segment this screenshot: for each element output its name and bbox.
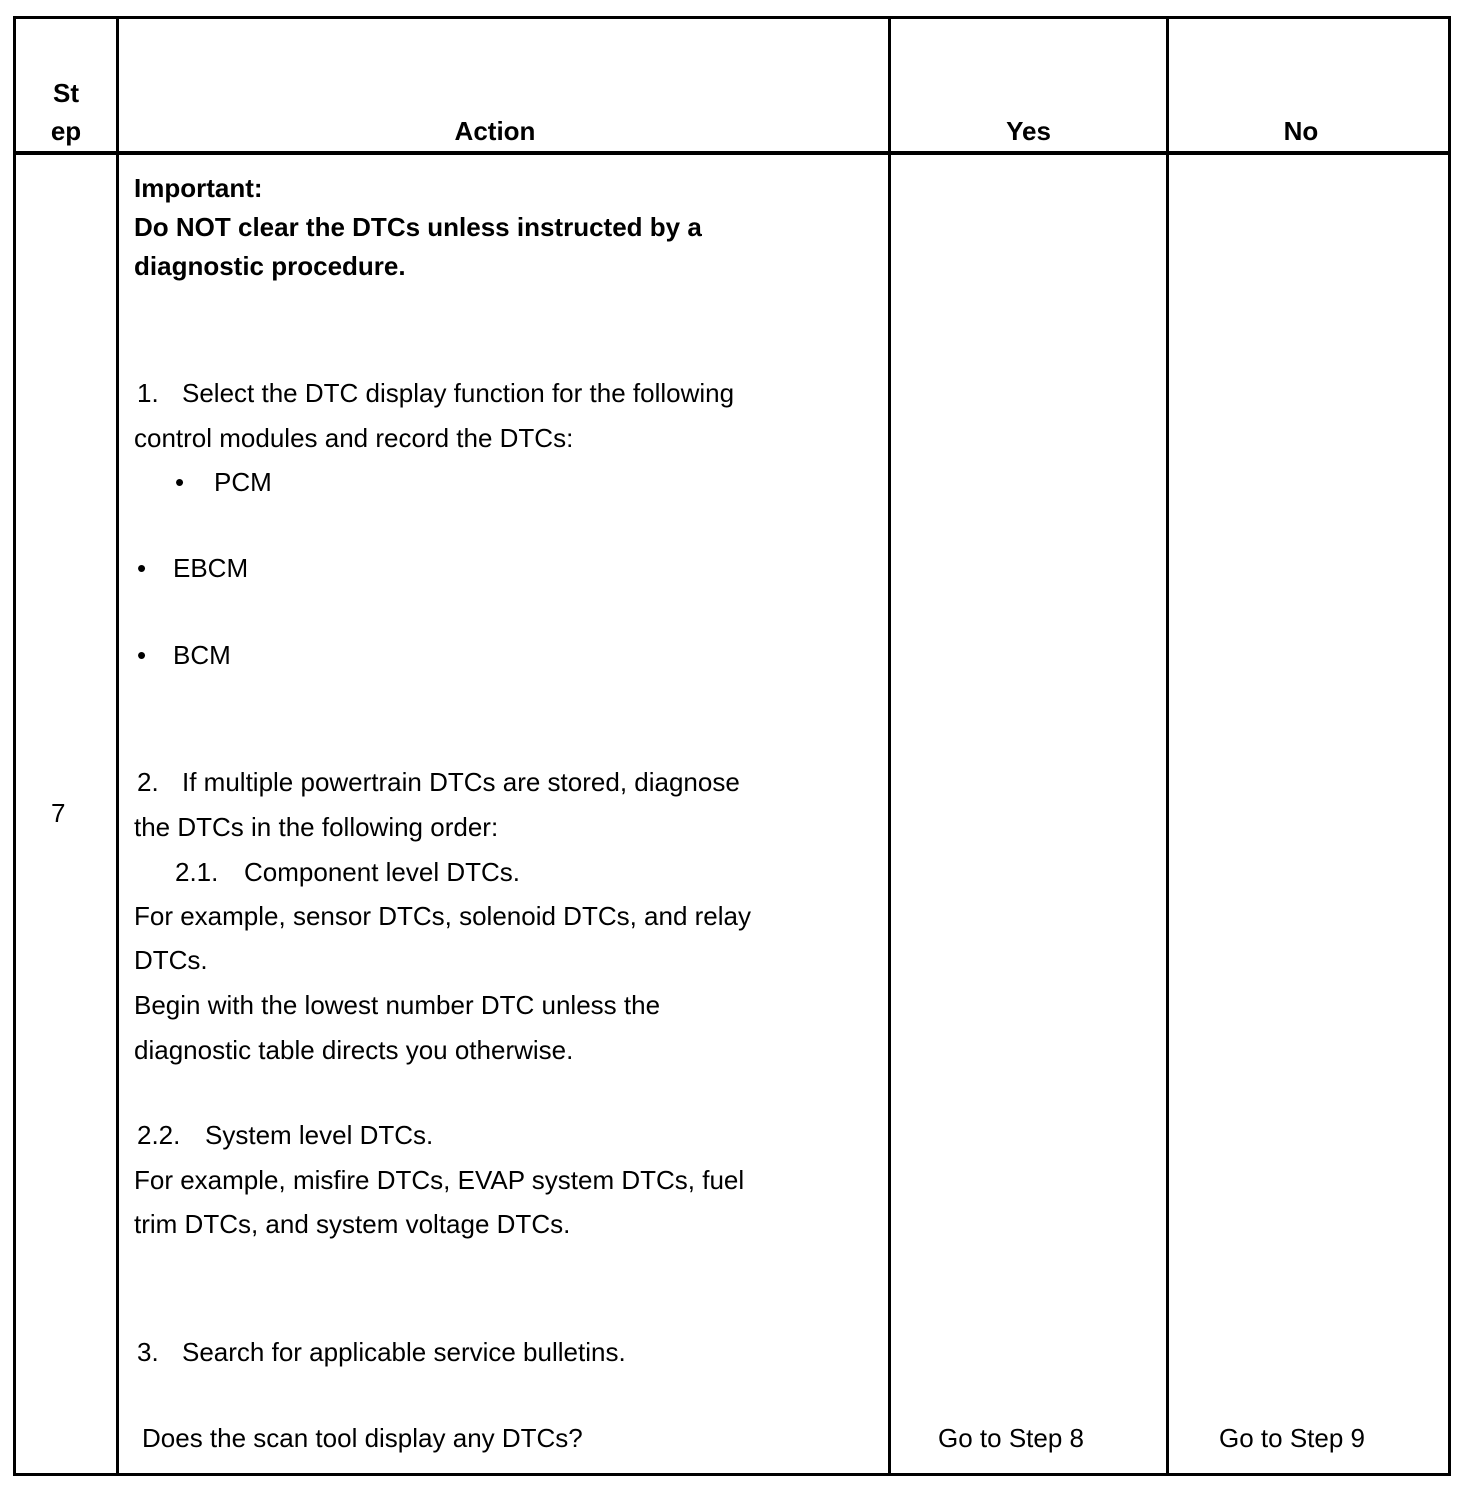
bullet-bcm-dot: •: [137, 640, 147, 670]
table-border-left: [13, 16, 16, 1476]
item-2-1-text-line1: For example, sensor DTCs, solenoid DTCs, and relay: [134, 901, 752, 931]
question-text: Does the scan tool display any DTCs?: [142, 1423, 583, 1453]
bullet-pcm-text: PCM: [214, 467, 272, 497]
item-2-text-line1: If multiple powertrain DTCs are stored, diagnose: [182, 767, 740, 797]
header-no: No: [1283, 116, 1319, 146]
yes-go-to-step: Go to Step 8: [938, 1423, 1084, 1453]
bullet-bcm-text: BCM: [173, 640, 231, 670]
header-divider: [14, 151, 1451, 155]
no-go-to-step: Go to Step 9: [1219, 1423, 1365, 1453]
column-divider-step: [116, 16, 119, 1476]
item-2-1-text-line3: Begin with the lowest number DTC unless the: [134, 990, 661, 1020]
item-3-text: Search for applicable service bulletins.: [182, 1337, 626, 1367]
item-1-number: 1.: [137, 378, 159, 408]
item-2-1-title: Component level DTCs.: [244, 857, 520, 887]
step-number: 7: [51, 798, 66, 828]
important-text-line1: Do NOT clear the DTCs unless instructed by a: [134, 212, 702, 242]
item-2-1-number: 2.1.: [175, 857, 219, 887]
header-yes: Yes: [1006, 116, 1051, 146]
item-2-1-text-line2: DTCs.: [134, 945, 208, 975]
important-label: Important:: [134, 173, 263, 203]
header-action: Action: [454, 116, 536, 146]
item-3-number: 3.: [137, 1337, 159, 1367]
important-text-line2: diagnostic procedure.: [134, 251, 406, 281]
bullet-pcm-dot: •: [175, 467, 185, 497]
item-1-text-line1: Select the DTC display function for the following: [182, 378, 735, 408]
bullet-ebcm-dot: •: [137, 553, 147, 583]
item-1-text-line2: control modules and record the DTCs:: [134, 423, 574, 453]
item-2-2-text-line2: trim DTCs, and system voltage DTCs.: [134, 1209, 571, 1239]
column-divider-action: [888, 16, 891, 1476]
item-2-text-line2: the DTCs in the following order:: [134, 812, 499, 842]
table-border-right: [1448, 16, 1451, 1476]
item-2-2-title: System level DTCs.: [205, 1120, 434, 1150]
column-divider-yes: [1166, 16, 1169, 1476]
item-2-2-text-line1: For example, misfire DTCs, EVAP system DTCs, fuel: [134, 1165, 745, 1195]
table-border-bottom: [14, 1473, 1451, 1476]
item-2-number: 2.: [137, 767, 159, 797]
table-border-top: [14, 16, 1451, 19]
bullet-ebcm-text: EBCM: [173, 553, 249, 583]
item-2-1-text-line4: diagnostic table directs you otherwise.: [134, 1035, 574, 1065]
header-step-line2: ep: [50, 116, 82, 146]
header-step-line1: St: [53, 78, 79, 108]
item-2-2-number: 2.2.: [137, 1120, 181, 1150]
